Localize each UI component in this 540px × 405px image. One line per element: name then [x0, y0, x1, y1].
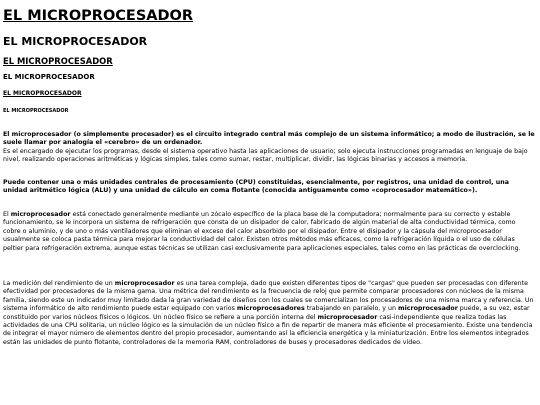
performance-bold-term-2: microprocesadores	[236, 305, 305, 313]
cpu-units-bold-text: Puede contener una o más unidades centrales de procesamiento (CPU) constituidas, esencialmente, por registros, una unidad de control, una unidad aritmético lógica (ALU) y una unidad de cálculo en coma flotante (conocida antiguamente como «coprocesador matemático»).	[3, 179, 509, 195]
heading-level-3: EL MICROPROCESADOR	[3, 56, 113, 66]
performance-paragraph	[3, 280, 535, 347]
heading-level-5: EL MICROPROCESADOR	[3, 90, 82, 97]
heading-level-6: EL MICROPROCESADOR	[3, 108, 69, 114]
cpu-units-paragraph	[3, 179, 535, 196]
performance-bold-term-3: microprocesador	[398, 305, 458, 313]
performance-text-c: es una tarea compleja, dado que existen diferentes tipos de "cargas" que pueden ser procesadas con diferente efectividad por procesadores de la misma gama. Una métrica del rendimiento es la frecuencia de reloj que permite comparar procesadores con núcleos de la misma familia, siendo este un indicador muy limitado dada la gran variedad de diseños con los cuales se comercializan los procesadores de una misma marca y referencia. Un sistema informático de alto rendimiento puede estar equipado con varios	[3, 280, 534, 313]
heading-level-1: EL MICROPROCESADOR	[3, 8, 194, 24]
performance-bold-term-1: microprocesador	[114, 280, 175, 287]
heading-level-4: EL MICROPROCESADOR	[3, 73, 95, 81]
cooling-bold-term: microprocesador	[10, 211, 71, 218]
performance-text-f: casi-independiente que realiza todas las actividades de una CPU solitaria, un núcleo lógico es la simulación de un núcleo físico a fin de repartir de manera más eficiente el procesamiento. Existe una tendencia de integrar el mayor número de elementos dentro del propio procesador, aumentando así la eficiencia energética y la miniaturización. Entre los elementos integrados están las unidades de punto flotante, controladores de la memoria RAM, controladores de buses y procesadores dedicados de vídeo.	[3, 313, 533, 346]
heading-level-2: EL MICROPROCESADOR	[3, 35, 148, 48]
performance-bold-term-4: microprocesador	[317, 313, 378, 321]
cooling-body-text: está conectado generalmente mediante un zócalo específico de la placa base de la computadora; normalmente para su correcto y estable funcionamiento, se le incorpora un sistema de refrigeración que consta de un disipador de calor, fabricado de algún material de alta conductividad térmica, como cobre o aluminio, y de uno o más ventiladores que eliminan el exceso del calor absorbido por el disipador. Entre el disipador y la cápsula del microprocesador usualmente se coloca pasta térmica para mejorar la conductividad del calor. Existen otros métodos más eficaces, como la refrigeración líquida o el uso de células peltier para refrigeración extrema, aunque estas técnicas se utilizan casi exclusivamente para aplicaciones especiales, tales como en las prácticas de overclocking.	[3, 211, 521, 252]
cooling-paragraph	[3, 211, 535, 253]
cooling-lead-text: El	[3, 211, 11, 218]
performance-text-d: trabajando en paralelo, y un	[304, 305, 399, 313]
intro-paragraph	[3, 131, 535, 165]
intro-bold-text: El microprocesador (o simplemente procesador) es el circuito integrado central más complejo de un sistema informático; a modo de ilustración, se le suele llamar por analogía el «cerebro» de un ordenador.	[3, 131, 535, 147]
performance-text-a: La medición del rendimiento de un	[3, 280, 115, 287]
performance-text-e: puede, a su vez, estar constituido por varios núcleos físicos o lógicos. Un núcleo físico se refiere a una porción interna del	[3, 305, 530, 321]
intro-body-text: Es el encargado de ejecutar los programas, desde el sistema operativo hasta las aplicaciones de usuario; solo ejecuta instrucciones programadas en lenguaje de bajo nivel, realizando operaciones aritméticas y lógicas simples, tales como sumar, restar, multiplicar, dividir, las lógicas binarias y accesos a memoria.	[3, 147, 528, 164]
